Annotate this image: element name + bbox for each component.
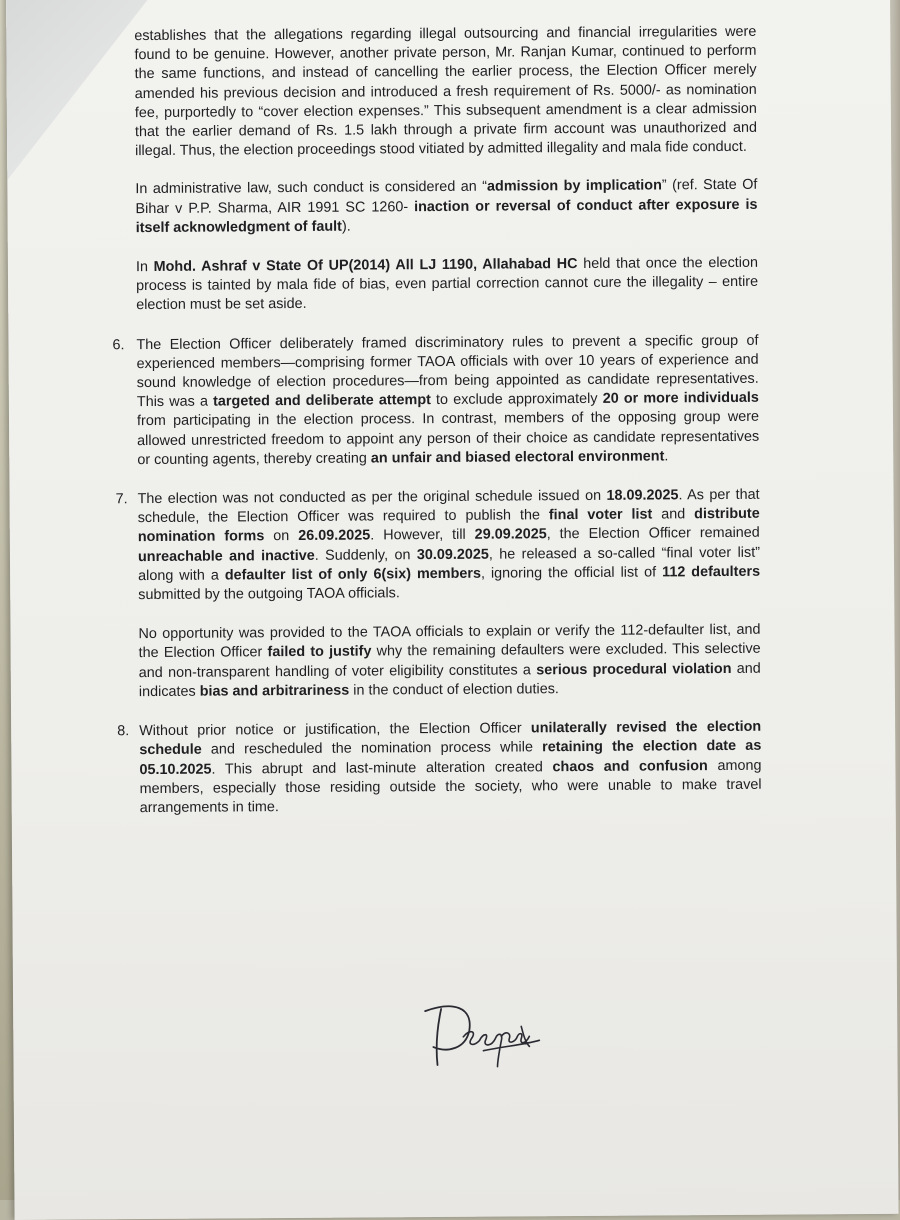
- bold-text: retaining the election date as 05.10.2025: [139, 738, 762, 778]
- bold-text: failed to justify: [267, 643, 372, 661]
- item-paragraph: [137, 486, 760, 606]
- body-text: why the remaining defaulters were excluded. This selective and non-transparent handling of voter eligibility constitutes a: [138, 641, 761, 681]
- body-text: . Suddenly, on: [314, 546, 417, 564]
- bold-text: 112 defaulters: [662, 563, 761, 581]
- body-text: In administrative law, such conduct is considered an “: [135, 179, 488, 198]
- numbered-item: [117, 718, 762, 818]
- bold-text: 18.09.2025: [606, 487, 679, 504]
- bold-text: bias and arbitrariness: [199, 682, 350, 700]
- body-text: and: [652, 506, 695, 523]
- body-text: . As per that schedule, the Election Officer was required to publish the: [137, 486, 760, 527]
- body-text: . This abrupt and last-minute alteration created: [211, 758, 553, 778]
- signature: [413, 986, 554, 1077]
- item-paragraph: [139, 718, 762, 818]
- body-text: The Election Officer deliberately framed discriminatory rules to prevent a specific group of experienced members—comprising former TAOA officials with over 10 years of experience and sound knowledge of election procedures—from being appointed as candidate representatives. This was a: [136, 332, 759, 411]
- bold-text: unreachable and inactive: [137, 547, 315, 565]
- body-text: from participating in the election process. In contrast, members of the opposing group were allowed unrestricted freedom to appoint any person of their choice as candidate representatives or counting agents, thereby creating: [136, 409, 760, 468]
- body-text: held that once the election process is tainted by mala fide of bias, even partial correction cannot cure the illegality – entire election must be set aside.: [136, 254, 759, 314]
- item-number: 7.: [115, 491, 128, 508]
- body-text: and indicates: [138, 660, 761, 700]
- item-paragraph: [136, 331, 759, 470]
- body-text: establishes that the allegations regarding illegal outsourcing and financial irregularities were found to be genuine. However, another private person, Mr. Ranjan Kumar, continued to perform the same functions, and instead of cancelling the earlier process, the Election Officer merely amended his previous decision and introduced a fresh requirement of Rs. 5000/- as nomination fee, purportedly to “cover election expenses.” This subsequent amendment is a clear admission that the earlier demand of Rs. 1.5 lakh through a private firm account was unauthorized and illegal. Thus, the election proceedings stood vitiated by admitted illegality and mala fide conduct.: [134, 23, 758, 160]
- body-text: .: [664, 448, 669, 465]
- body-text: submitted by the outgoing TAOA officials.: [138, 585, 400, 604]
- body-text: . However, till: [370, 527, 475, 544]
- item-paragraph: [138, 621, 761, 702]
- bold-text: chaos and confusion: [552, 757, 708, 775]
- bold-text: defaulter list of only 6(six) members: [224, 565, 482, 584]
- bold-text: an unfair and biased electoral environment: [370, 448, 665, 467]
- bold-text: 30.09.2025: [416, 546, 489, 563]
- bold-text: 29.09.2025: [474, 526, 547, 544]
- numbered-item: [115, 486, 761, 702]
- bold-text: unilaterally revised the election schedule: [139, 718, 762, 759]
- body-text: ).: [341, 218, 351, 235]
- body-text: on: [264, 528, 299, 545]
- item-number: 6.: [112, 336, 125, 353]
- bold-text: Mohd. Ashraf v State Of UP(2014) All LJ 1190, Allahabad HC: [153, 256, 578, 276]
- bold-text: final voter list: [548, 506, 653, 524]
- bold-text: 26.09.2025: [298, 527, 371, 545]
- bold-text: distribute nomination forms: [137, 506, 760, 546]
- body-text: , he released a so-called “final voter list” along with a: [138, 544, 761, 584]
- body-text: , ignoring the official list of: [480, 564, 663, 582]
- bold-text: admission by implication: [486, 177, 662, 196]
- body-text: The election was not conducted as per the original schedule issued on: [137, 487, 607, 508]
- body-text: to exclude approximately: [430, 391, 603, 409]
- admin-law-paragraph: [135, 176, 757, 238]
- body-text: ” (ref. State Of Bihar v P.P. Sharma, AIR 1991 SC 1260-: [135, 177, 758, 217]
- document-body: [112, 23, 762, 838]
- case-law-paragraph: [136, 254, 758, 316]
- bold-text: serious procedural violation: [536, 660, 732, 679]
- body-text: in the conduct of election duties.: [349, 681, 559, 699]
- numbered-items: [112, 331, 762, 818]
- intro-paragraph: [134, 23, 757, 162]
- body-text: , the Election Officer remained: [546, 525, 760, 543]
- item-number: 8.: [117, 723, 130, 740]
- body-text: In: [135, 259, 154, 276]
- numbered-item: [112, 331, 760, 470]
- body-text: No opportunity was provided to the TAOA officials to explain or verify the 112-defaulter list, and the Election Officer: [138, 622, 761, 662]
- body-text: Without prior notice or justification, the Election Officer: [139, 720, 531, 740]
- body-text: among members, especially those residing outside the society, who were unable to make travel arrangements in time.: [139, 757, 762, 816]
- document-page: [6, 0, 899, 1220]
- body-text: and rescheduled the nomination process while: [201, 739, 543, 758]
- bold-text: inaction or reversal of conduct after exposure is itself acknowledgment of fault: [135, 196, 758, 236]
- bold-text: 20 or more individuals: [602, 390, 759, 408]
- bold-text: targeted and deliberate attempt: [213, 392, 431, 410]
